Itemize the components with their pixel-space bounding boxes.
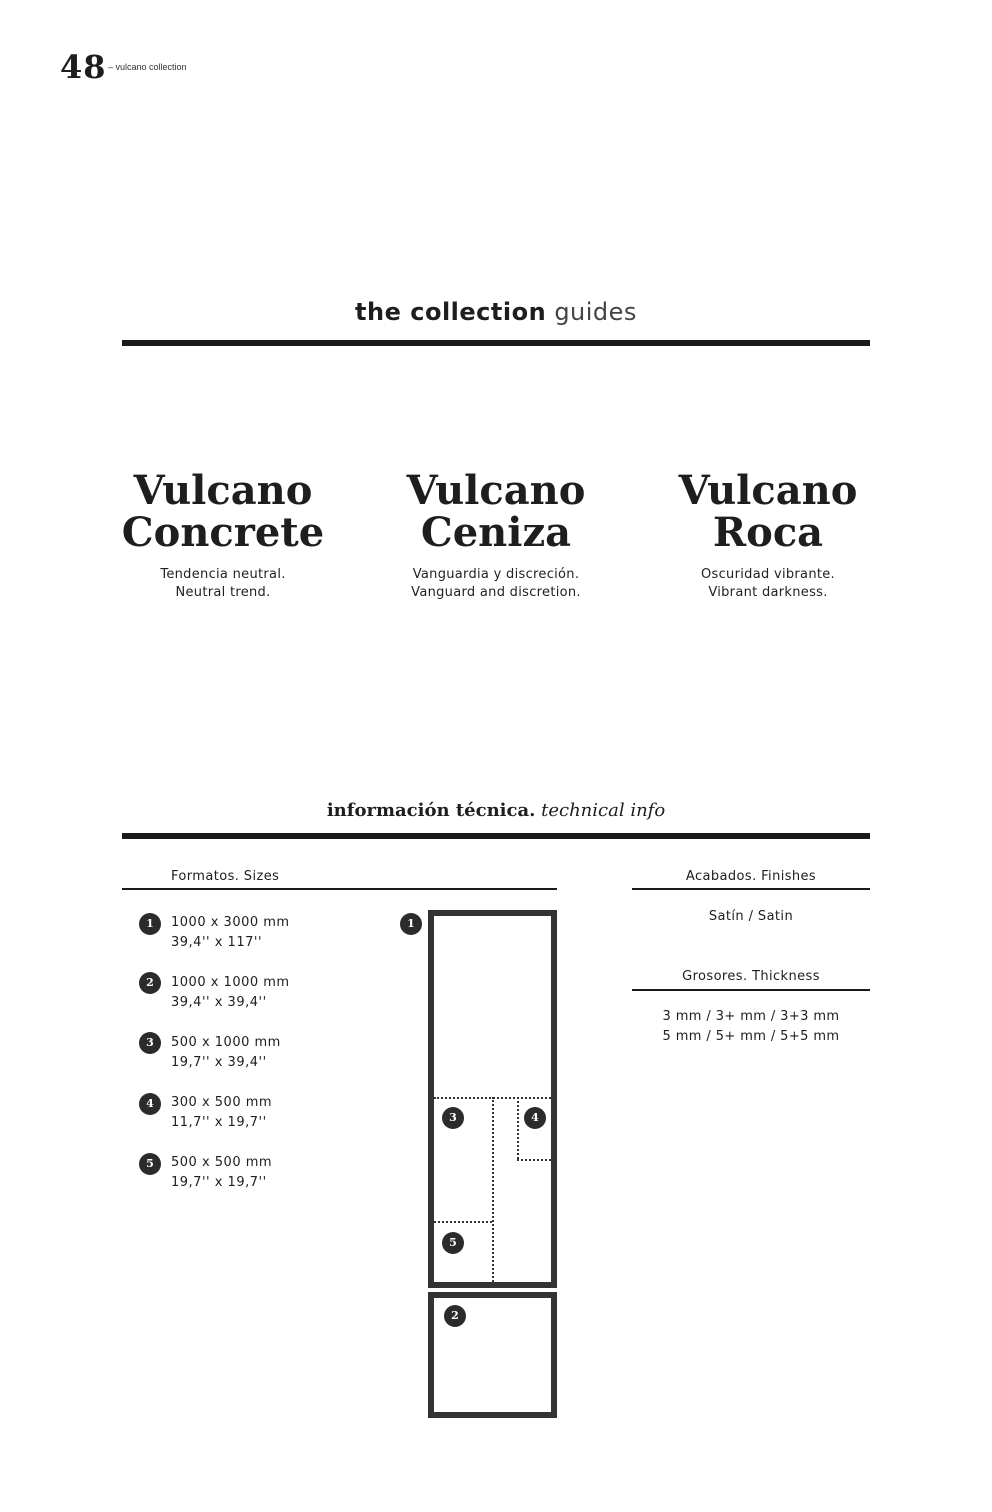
cut-line [517, 1097, 519, 1159]
format-badge: 1 [139, 913, 161, 935]
format-item [171, 1153, 272, 1193]
thickness-heading: Grosores. Thickness [682, 969, 820, 984]
product-name-line2: Concrete [121, 509, 325, 556]
diagram-badge: 2 [444, 1305, 466, 1327]
product-name-line1: Vulcano [406, 467, 586, 514]
format-size-mm: 1000 x 3000 mm [171, 915, 290, 930]
format-size-inch: 39,4'' x 117'' [171, 935, 263, 950]
thickness-values [632, 1007, 870, 1047]
format-size-mm: 1000 x 1000 mm [171, 975, 290, 990]
format-size-inch: 39,4'' x 39,4'' [171, 995, 267, 1010]
product-tagline-es: Oscuridad vibrante. [701, 567, 835, 582]
section-title-bold: the collection [355, 298, 547, 326]
product-column [638, 467, 898, 602]
product-column [366, 467, 626, 602]
thickness-rule [632, 989, 870, 991]
page-number: 48 [60, 48, 107, 86]
product-tagline-es: Vanguardia y discreción. [412, 567, 580, 582]
diagram-badge: 1 [400, 913, 422, 935]
format-badge: 2 [139, 972, 161, 994]
thickness-line: 3 mm / 3+ mm / 3+3 mm [662, 1009, 840, 1024]
technical-title-bold: información técnica. [326, 800, 536, 821]
format-item [171, 1033, 281, 1073]
section-title [0, 298, 992, 326]
format-size-inch: 19,7'' x 19,7'' [171, 1175, 267, 1190]
product-name-line1: Vulcano [678, 467, 858, 514]
product-name-line2: Roca [712, 509, 824, 556]
format-size-inch: 19,7'' x 39,4'' [171, 1055, 267, 1070]
cut-line [434, 1221, 492, 1223]
product-name-line1: Vulcano [133, 467, 313, 514]
technical-rule [122, 833, 870, 839]
finishes-heading: Acabados. Finishes [685, 869, 817, 884]
cut-line [517, 1159, 551, 1161]
finishes-rule [632, 888, 870, 890]
section-rule [122, 340, 870, 346]
product-name-line2: Ceniza [420, 509, 572, 556]
product-column [93, 467, 353, 602]
format-size-mm: 300 x 500 mm [171, 1095, 273, 1110]
running-title: – vulcano collection [108, 62, 187, 72]
format-badge: 3 [139, 1032, 161, 1054]
product-tagline-es: Tendencia neutral. [160, 567, 286, 582]
formats-rule [122, 888, 557, 890]
product-tagline-en: Neutral trend. [175, 585, 271, 600]
format-item [171, 1093, 272, 1133]
product-tagline-en: Vibrant darkness. [708, 585, 828, 600]
section-title-light: guides [546, 298, 637, 326]
format-size-mm: 500 x 500 mm [171, 1155, 273, 1170]
format-size-inch: 11,7'' x 19,7'' [171, 1115, 267, 1130]
finishes-value: Satín / Satin [708, 909, 794, 924]
thickness-line: 5 mm / 5+ mm / 5+5 mm [662, 1029, 840, 1044]
cut-line [492, 1097, 494, 1282]
formats-heading: Formatos. Sizes [171, 869, 280, 884]
technical-title-italic: technical info [535, 800, 666, 821]
product-tagline-en: Vanguard and discretion. [411, 585, 581, 600]
format-item [171, 913, 290, 953]
format-badge: 4 [139, 1093, 161, 1115]
format-item [171, 973, 290, 1013]
diagram-badge: 5 [442, 1232, 464, 1254]
format-badge: 5 [139, 1153, 161, 1175]
format-size-mm: 500 x 1000 mm [171, 1035, 281, 1050]
technical-title [0, 800, 992, 821]
diagram-badge: 3 [442, 1107, 464, 1129]
diagram-badge: 4 [524, 1107, 546, 1129]
